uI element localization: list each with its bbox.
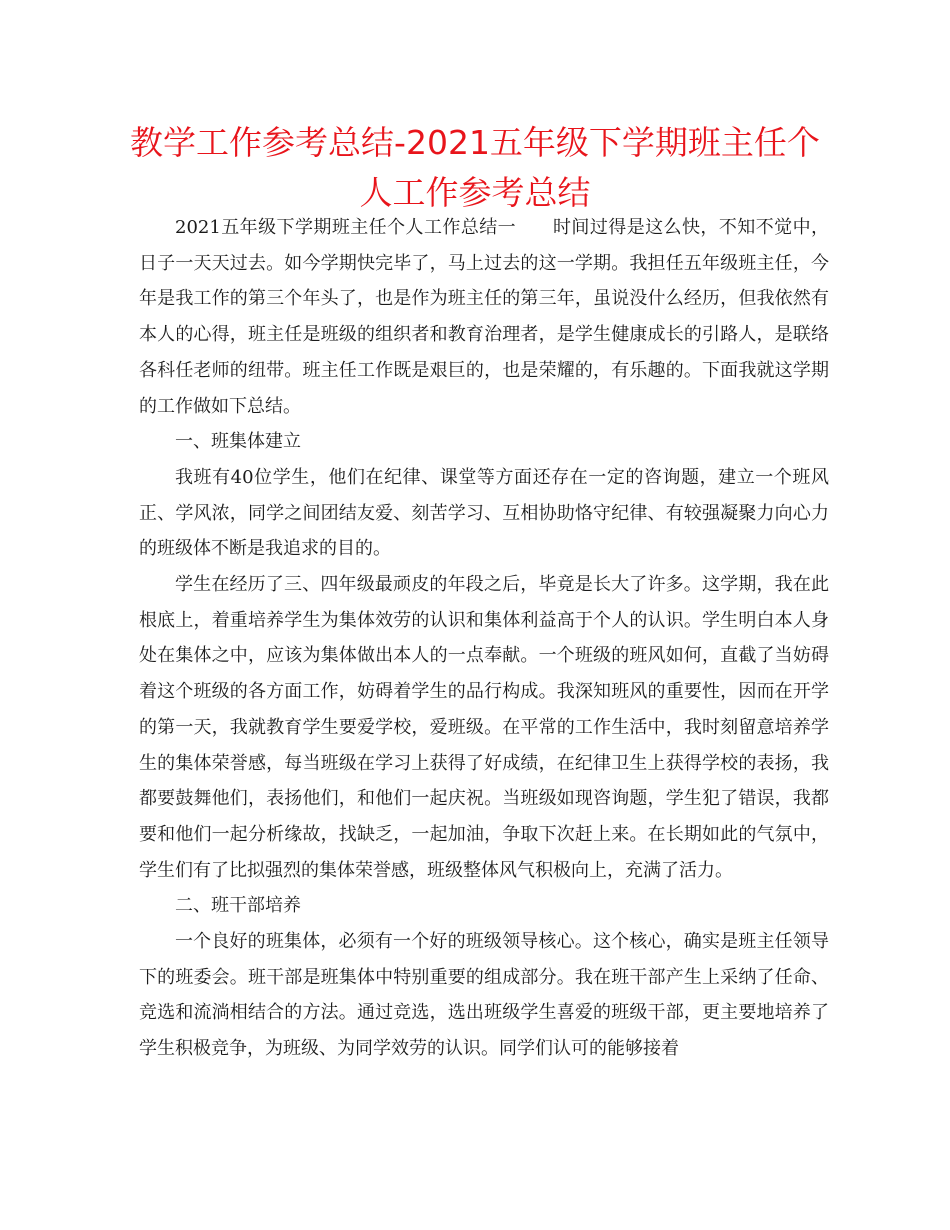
- section-heading-cadre-training: 二、班干部培养: [175, 895, 301, 917]
- paragraph-cadre-training: 一个良好的班集体，必须有一个好的班级领导核心。这个核心，确实是班主任领导下的班委会。班干部是班集体中特别重要的组成部分。我在班干部产生上采纳了任命、竞选和流淌相结合的方法。通过竞选，选出班级学生喜爱的班级干部，更主要地培养了学生积极竞争，为班级、为同学效劳的认识。同学们认可的能够接着: [139, 931, 829, 1060]
- section-heading-class-building: 一、班集体建立: [175, 431, 301, 453]
- paragraph-collective-honor: 学生在经历了三、四年级最顽皮的年段之后，毕竟是长大了许多。这学期，我在此根底上，着重培养学生为集体效劳的认识和集体利益高于个人的认识。学生明白本人身处在集体之中，应该为集体做出本人的一点奉献。一个班级的班风如何，直截了当妨碍着这个班级的各方面工作，妨碍着学生的品行构成。我深知班风的重要性，因而在开学的第一天，我就教育学生要爱学校，爱班级。在平常的工作生活中，我时刻留意培养学生的集体荣誉感，每当班级在学习上获得了好成绩，在纪律卫生上获得学校的表扬，我都要鼓舞他们，表扬他们，和他们一起庆祝。当班级如现咨询题，学生犯了错误，我都要和他们一起分析缘故，找缺乏，一起加油，争取下次赶上来。在长期如此的气氛中，学生们有了比拟强烈的集体荣誉感，班级整体风气积极向上，充满了活力。: [139, 574, 829, 881]
- paragraph-intro: 2021五年级下学期班主任个人工作总结一 时间过得是这么快，不知不觉中，日子一天天过去。如今学期快完毕了，马上过去的这一学期。我担任五年级班主任，今年是我工作的第三个年头了，也是作为班主任的第三年，虽说没什么经历，但我依然有本人的心得，班主任是班级的组织者和教育治理者，是学生健康成长的引路人，是联络各科任老师的纽带。班主任工作既是艰巨的，也是荣耀的，有乐趣的。下面我就这学期的工作做如下总结。: [139, 217, 829, 417]
- document-title: 教学工作参考总结-2021五年级下学期班主任个人工作参考总结: [130, 123, 820, 212]
- document-body: [139, 210, 829, 1067]
- paragraph-class-building: 我班有40位学生，他们在纪律、课堂等方面还存在一定的咨询题，建立一个班风正、学风浓，同学之间团结友爱、刻苦学习、互相协助恪守纪律、有较强凝聚力向心力的班级体不断是我追求的目的。: [139, 466, 829, 560]
